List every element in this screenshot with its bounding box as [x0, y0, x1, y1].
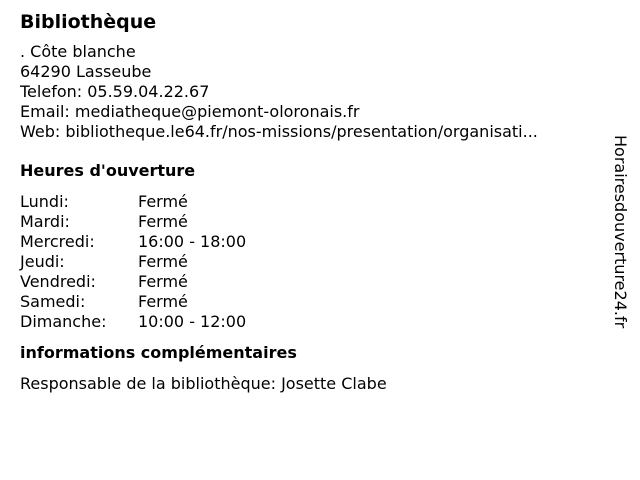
hours-day: Samedi: — [20, 292, 86, 311]
hours-day: Lundi: — [20, 192, 69, 211]
hours-row-monday — [20, 192, 605, 212]
hours-row-sunday — [20, 312, 605, 332]
hours-row-wednesday — [20, 232, 605, 252]
hours-row-friday — [20, 272, 605, 292]
hours-value: Fermé — [138, 252, 188, 271]
website-link[interactable]: Web: bibliotheque.le64.fr/nos-missions/presentation/organisati... — [20, 122, 538, 141]
opening-hours-heading: Heures d'ouverture — [20, 161, 196, 180]
additional-info-text: Responsable de la bibliothèque: Josette Clabe — [20, 374, 387, 393]
hours-value: Fermé — [138, 192, 188, 211]
hours-value: Fermé — [138, 272, 188, 291]
opening-hours-table — [20, 192, 605, 332]
hours-day: Mercredi: — [20, 232, 95, 251]
hours-day: Vendredi: — [20, 272, 96, 291]
hours-value: 16:00 - 18:00 — [138, 232, 247, 251]
address-line-2: 64290 Lasseube — [20, 62, 152, 81]
hours-value: 10:00 - 12:00 — [138, 312, 247, 331]
address-line-1: . Côte blanche — [20, 42, 136, 61]
hours-row-saturday — [20, 292, 605, 312]
phone-number[interactable]: Telefon: 05.59.04.22.67 — [20, 82, 210, 101]
page-title: Bibliothèque — [20, 11, 157, 33]
hours-day: Jeudi: — [20, 252, 65, 271]
hours-value: Fermé — [138, 212, 188, 231]
email-address[interactable]: Email: mediatheque@piemont-oloronais.fr — [20, 102, 360, 121]
additional-info-heading: informations complémentaires — [20, 343, 297, 362]
hours-row-thursday — [20, 252, 605, 272]
hours-row-tuesday — [20, 212, 605, 232]
side-watermark-container — [610, 135, 630, 395]
hours-day: Mardi: — [20, 212, 70, 231]
library-info-content — [20, 10, 605, 394]
side-watermark: Horairesdouverture24.fr — [611, 135, 630, 329]
hours-value: Fermé — [138, 292, 188, 311]
address-block — [20, 42, 605, 142]
hours-day: Dimanche: — [20, 312, 107, 331]
